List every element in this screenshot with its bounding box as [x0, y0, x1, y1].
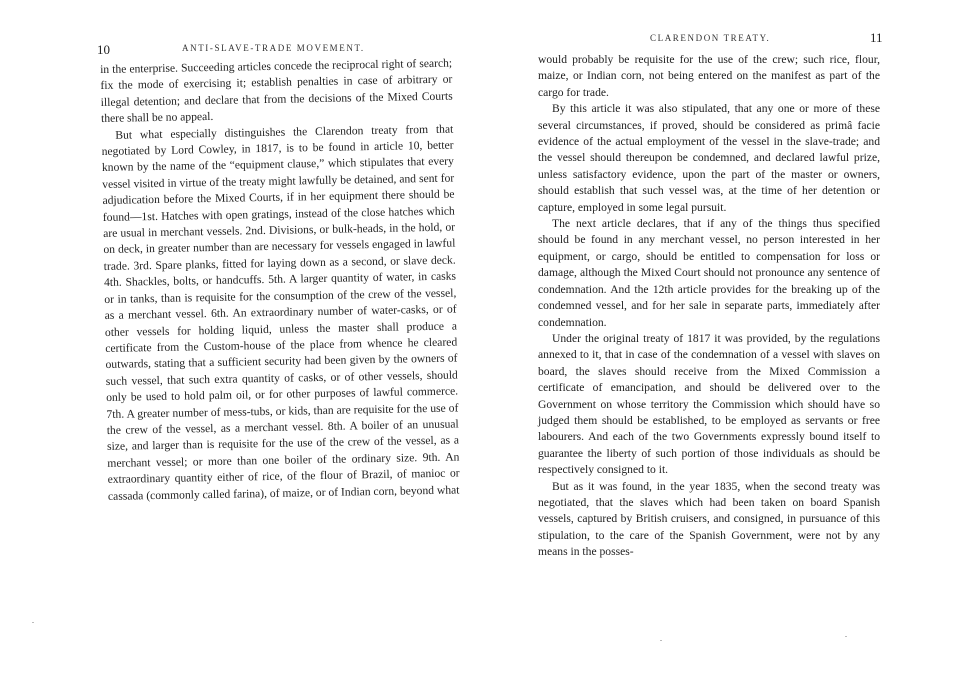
running-head-right: CLARENDON TREATY.: [650, 33, 771, 43]
left-page-text: [100, 56, 460, 505]
paragraph: But as it was found, in the year 1835, when the second treaty was negotiated, that the slaves which had been taken on board Spanish vessels, captured by British cruisers, and consigned, in pursuance of this stipulation, to the care of the Spanish Government, were not by any means in the posses-: [538, 479, 880, 559]
paragraph: would probably be requisite for the use of the crew; such rice, flour, maize, or Indian corn, not being entered on the manifest as part of the cargo for trade.: [538, 53, 880, 99]
page-number-right: 11: [870, 30, 883, 45]
right-page: [490, 0, 980, 677]
paper-speck: [32, 622, 34, 623]
paper-speck: [845, 636, 847, 637]
paper-speck: [660, 640, 662, 641]
page-number-left: 10: [97, 42, 110, 57]
running-head-left: ANTI-SLAVE-TRADE MOVEMENT.: [182, 43, 365, 53]
paragraph: Under the original treaty of 1817 it was provided, by the regulations annexed to it, that in case of the condemnation of a vessel with slaves on board, the slaves should receive from the Mixed Commission a certificate of emancipation, and should be delivered over to the Government on whose territory the Commission which should have so judged them should be established, to be employed as servants or free labourers. And each of the two Governments expressly bound itself to guarantee the liberty of such portion of those individuals as should be respectively consigned to it.: [538, 331, 880, 477]
paragraph: But what especially distinguishes the Clarendon treaty from that negotiated by Lord Cowley, in 1817, is to be found in article 10, better known by the name of the “equipment clause,” which stipulates that every vessel visited in virtue of the treaty might lawfully be detained, and sent for adjudication before the Mixed Courts, if in her equipment there should be found—1st. Hatches with open gratings, instead of the close hatches which are usual in merchant vessels. 2nd. Divisions, or bulk-heads, in the hold, or on deck, in greater number than are necessary for vessels engaged in lawful trade. 3rd. Spare planks, fitted for laying down as a second, or slave deck. 4th. Shackles, bolts, or handcuffs. 5th. A larger quantity of water, in casks or in tanks, than is requisite for the consumption of the crew of the vessel, as a merchant vessel. 6th. An extraordinary number of water-casks, or of other vessels for holding liquid, unless the master shall produce a certificate from the Custom-house of the place from whence he cleared outwards, stating that a sufficient security had been given by the owners of such vessel, that such extra quantity of casks, or of other vessels, should only be used to hold palm oil, or for other purposes of lawful commerce. 7th. A greater number of mess-tubs, or kids, than are requisite for the use of the crew of the vessel, as a merchant vessel. 8th. A boiler of an unusual size, and larger than is requisite for the use of the crew of the vessel, as a merchant vessel; or more than one boiler of the ordinary size. 9th. An extraordinary quantity either of rice, of the flour of Brazil, of manioc or cassada (commonly called farina), of maize, or of Indian corn, beyond what: [101, 122, 460, 503]
paragraph: in the enterprise. Succeeding articles concede the reciprocal right of search; fix the mode of exercising it; establish penalties in case of arbitrary or illegal detention; and declare that from the decisions of the Mixed Courts there shall be no appeal.: [100, 56, 453, 126]
paragraph: The next article declares, that if any of the things thus specified should be found in any merchant vessel, no person interested in her equipment, or cargo, should be entitled to compensation for loss or damage, although the Mixed Court should not pronounce any sentence of condemnation. And the 12th article provides for the breaking up of the condemned vessel, and for her sale in separate parts, immediately after condemnation.: [538, 217, 880, 329]
paragraph: By this article it was also stipulated, that any one or more of these several circumstances, if proved, should be considered as primâ facie evidence of the actual employment of the vessel in the slave-trade; and the vessel should thereupon be condemned, and declared lawful prize, unless satisfactory evidence, upon the part of the master or owners, should establish that such vessel was, at the time of her detention or capture, employed in some legal pursuit.: [538, 102, 880, 214]
right-page-text: [538, 52, 880, 561]
